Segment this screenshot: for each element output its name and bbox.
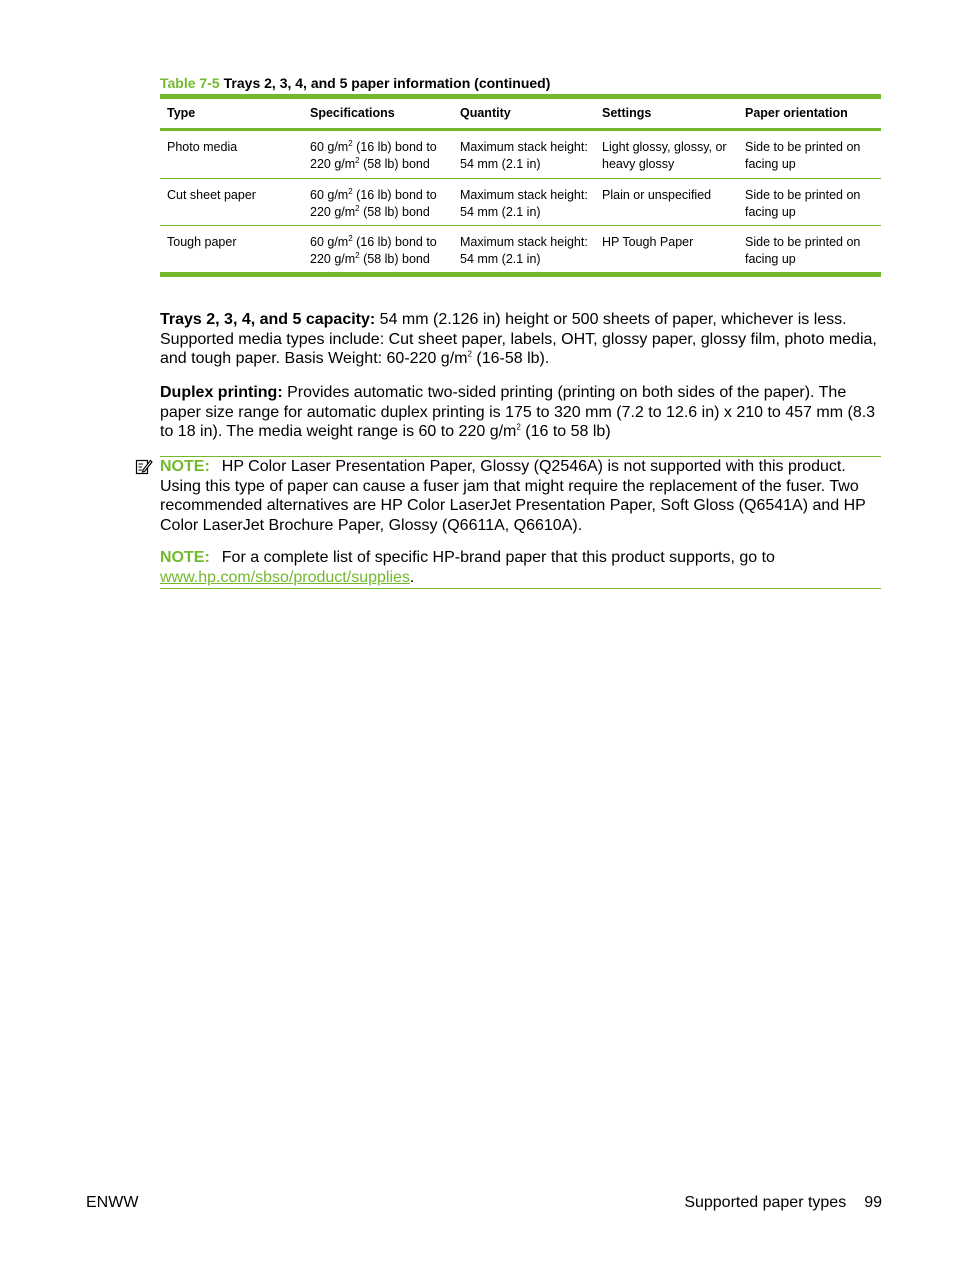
superscript: 2 (348, 138, 353, 148)
spec-text: (58 lb) bond (359, 204, 430, 219)
quantity-line: 54 mm (2.1 in) (460, 156, 541, 171)
paper-info-table (160, 94, 881, 277)
capacity-text: 54 mm (2.126 in) height or 500 sheets of paper, whichever is less. Supported media types include: Cut sheet paper, labels, OHT, glossy paper, glossy film, photo media, and tough paper. Basis Weight: 60-220 g/m (160, 311, 877, 367)
note-pencil-icon (135, 457, 153, 475)
cell-type: Photo media (167, 140, 238, 154)
orientation-line: facing up (745, 251, 796, 266)
header-quantity: Quantity (460, 106, 511, 121)
spec-text: 60 g/m (310, 235, 349, 249)
cell-orientation (738, 187, 881, 225)
capacity-paragraph (160, 310, 882, 369)
superscript: 2 (348, 186, 353, 196)
header-settings: Settings (602, 106, 652, 121)
settings-line: HP Tough Paper (602, 235, 694, 249)
superscript: 2 (348, 233, 353, 243)
table-row (160, 226, 881, 272)
footer-left: ENWW (86, 1194, 139, 1211)
supplies-link[interactable]: www.hp.com/sbso/product/supplies (160, 568, 410, 586)
table-row (160, 131, 881, 179)
orientation-line: Side to be printed on (745, 235, 861, 249)
cell-settings (595, 234, 738, 272)
header-specifications: Specifications (310, 106, 395, 121)
spec-text: (16 lb) bond to (352, 235, 437, 249)
duplex-text-end: (16 to 58 lb) (520, 423, 611, 440)
spec-text: (58 lb) bond (359, 156, 430, 171)
header-type: Type (167, 106, 196, 121)
duplex-text: Provides automatic two-sided printing (printing on both sides of the paper). The paper size range for automatic duplex printing is 175 to 320 mm (7.2 to 12.6 in) x 210 to 457 mm (8.3 to 18 in). The media weight range is 60 to 220 g/m (160, 384, 876, 440)
cell-orientation (738, 139, 881, 178)
superscript: 2 (467, 349, 472, 359)
superscript: 2 (355, 155, 360, 165)
superscript: 2 (516, 422, 521, 432)
spec-text: 220 g/m (310, 251, 356, 266)
table-row (160, 179, 881, 226)
quantity-line: 54 mm (2.1 in) (460, 251, 541, 266)
note-end: . (409, 568, 415, 586)
superscript: 2 (355, 250, 360, 260)
settings-line: Plain or unspecified (602, 188, 712, 202)
page-number: 99 (864, 1194, 882, 1211)
orientation-line: Side to be printed on (745, 140, 861, 154)
table-number: Table 7-5 (160, 75, 220, 91)
orientation-line: Side to be printed on (745, 188, 861, 202)
table-header-row (160, 99, 881, 131)
spec-text: (58 lb) bond (359, 251, 430, 266)
capacity-text-end: (16-58 lb). (471, 350, 550, 367)
quantity-line: Maximum stack height: (460, 235, 588, 249)
footer-section: Supported paper types (684, 1194, 847, 1211)
superscript: 2 (355, 203, 360, 213)
cell-specifications (303, 139, 453, 178)
cell-specifications (303, 234, 453, 272)
cell-specifications (303, 187, 453, 225)
orientation-line: facing up (745, 204, 796, 219)
cell-quantity (453, 139, 595, 178)
cell-settings (595, 139, 738, 178)
capacity-label: Trays 2, 3, 4, and 5 capacity: (160, 311, 376, 328)
duplex-label: Duplex printing: (160, 384, 283, 401)
cell-quantity (453, 187, 595, 225)
spec-text: 60 g/m (310, 188, 349, 202)
cell-settings (595, 187, 738, 225)
settings-line: heavy glossy (602, 156, 675, 171)
note-label: NOTE: (160, 458, 210, 475)
note-text: For a complete list of specific HP-brand paper that this product supports, go to (221, 549, 775, 566)
duplex-paragraph (160, 383, 882, 442)
note-label: NOTE: (160, 549, 210, 566)
note-text: HP Color Laser Presentation Paper, Glossy (Q2546A) is not supported with this product. Using this type of paper can cause a fuser jam that might require the replacement of the fuser. Two recommended alternatives are HP Color LaserJet Presentation Paper, Soft Gloss (Q6541A) and HP Color LaserJet Brochure Paper, Glossy (Q6611A, Q6610A). (160, 458, 866, 534)
table-title: Trays 2, 3, 4, and 5 paper information (continued) (223, 75, 551, 91)
cell-type: Cut sheet paper (167, 188, 256, 202)
quantity-line: 54 mm (2.1 in) (460, 204, 541, 219)
spec-text: 220 g/m (310, 156, 356, 171)
quantity-line: Maximum stack height: (460, 140, 588, 154)
spec-text: 220 g/m (310, 204, 356, 219)
header-paper-orientation: Paper orientation (745, 106, 848, 121)
settings-line: Light glossy, glossy, or (602, 140, 727, 154)
note-unsupported-paper (160, 456, 881, 554)
cell-type: Tough paper (167, 235, 237, 249)
table-caption (160, 74, 881, 92)
footer-right (680, 1193, 882, 1212)
quantity-line: Maximum stack height: (460, 188, 588, 202)
spec-text: (16 lb) bond to (352, 188, 437, 202)
note-supplies-link (160, 548, 881, 589)
orientation-line: facing up (745, 156, 796, 171)
spec-text: (16 lb) bond to (352, 140, 437, 154)
spec-text: 60 g/m (310, 140, 349, 154)
cell-orientation (738, 234, 881, 272)
cell-quantity (453, 234, 595, 272)
